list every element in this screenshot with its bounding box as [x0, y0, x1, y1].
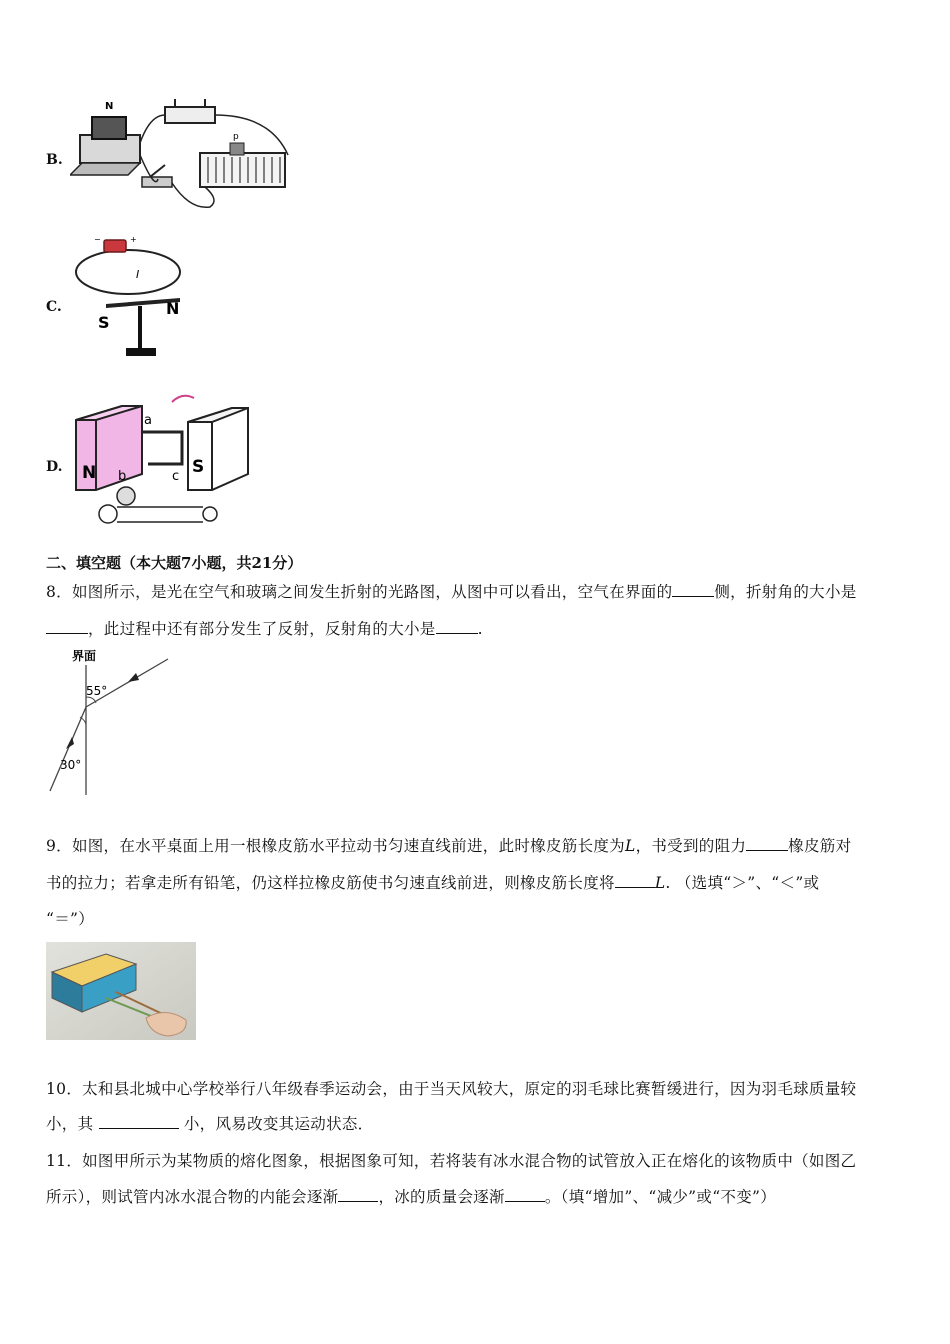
svg-text:界面: 界面: [72, 649, 97, 663]
figure-c-s: S: [98, 313, 110, 332]
figure-d-generator: [72, 392, 250, 530]
svg-text:c: c: [172, 469, 180, 484]
q9-line-2: 书的拉力；若拿走所有铅笔，仍这样拉橡皮筋使书匀速直线前进，则橡皮筋长度将 L. （选填“＞”、“＜”或: [46, 874, 820, 892]
section-2-title: 二、填空题（本大题7小题，共21分）: [46, 554, 303, 572]
q11-line-2: 所示），则试管内冰水混合物的内能会逐渐 ，冰的质量会逐渐 。（填“增加”、“减少”或“不变”）: [46, 1188, 777, 1206]
q9-blank-2[interactable]: [615, 873, 655, 888]
q10-blank-1[interactable]: [99, 1114, 179, 1129]
svg-text:55°: 55°: [86, 684, 108, 698]
svg-text:p: p: [233, 132, 239, 142]
svg-text:−: −: [94, 235, 101, 244]
svg-text:I: I: [136, 268, 140, 281]
q8-blank-1[interactable]: [672, 582, 714, 597]
q8-blank-2[interactable]: [46, 619, 88, 634]
q9-blank-1[interactable]: [746, 836, 788, 851]
q11-blank-1[interactable]: [338, 1187, 378, 1202]
q9-line-3: “＝”）: [46, 910, 95, 928]
svg-text:N: N: [82, 463, 97, 483]
option-b-label: B.: [46, 152, 63, 168]
svg-text:+: +: [130, 235, 137, 244]
figure-c-n: N: [166, 299, 180, 318]
q8-line-1: 8．如图所示，是光在空气和玻璃之间发生折射的光路图，从图中可以看出，空气在界面的 侧，折射角的大小是: [46, 583, 857, 601]
q10-line-1: 10．太和县北城中心学校举行八年级春季运动会，由于当天风较大，原定的羽毛球比赛暂缓进行，因为羽毛球质量较: [46, 1080, 857, 1098]
q10-line-2: 小，其 小，风易改变其运动状态．: [46, 1115, 374, 1133]
svg-text:N: N: [105, 101, 114, 112]
svg-text:30°: 30°: [60, 758, 82, 772]
option-d-label: D.: [46, 459, 63, 475]
option-c-label: C.: [46, 299, 62, 315]
q8-refraction-figure: [44, 645, 176, 797]
q9-line-1: 9．如图，在水平桌面上用一根橡皮筋水平拉动书匀速直线前进，此时橡皮筋长度为L，书受到的阻力 橡皮筋对: [46, 837, 852, 855]
figure-b-circuit: [70, 95, 295, 215]
q11-blank-2[interactable]: [505, 1187, 545, 1202]
q11-line-1: 11．如图甲所示为某物质的熔化图象，根据图象可知，若将装有冰水混合物的试管放入正在熔化的该物质中（如图乙: [46, 1152, 857, 1170]
figure-c-oersted: [70, 232, 195, 364]
svg-text:b: b: [118, 469, 127, 484]
svg-text:S: S: [192, 457, 205, 477]
q9-book-photo: [46, 942, 196, 1040]
svg-text:a: a: [144, 413, 152, 428]
q8-line-2: ，此过程中还有部分发生了反射，反射角的大小是 .: [46, 617, 483, 639]
q8-blank-3[interactable]: [436, 619, 478, 634]
